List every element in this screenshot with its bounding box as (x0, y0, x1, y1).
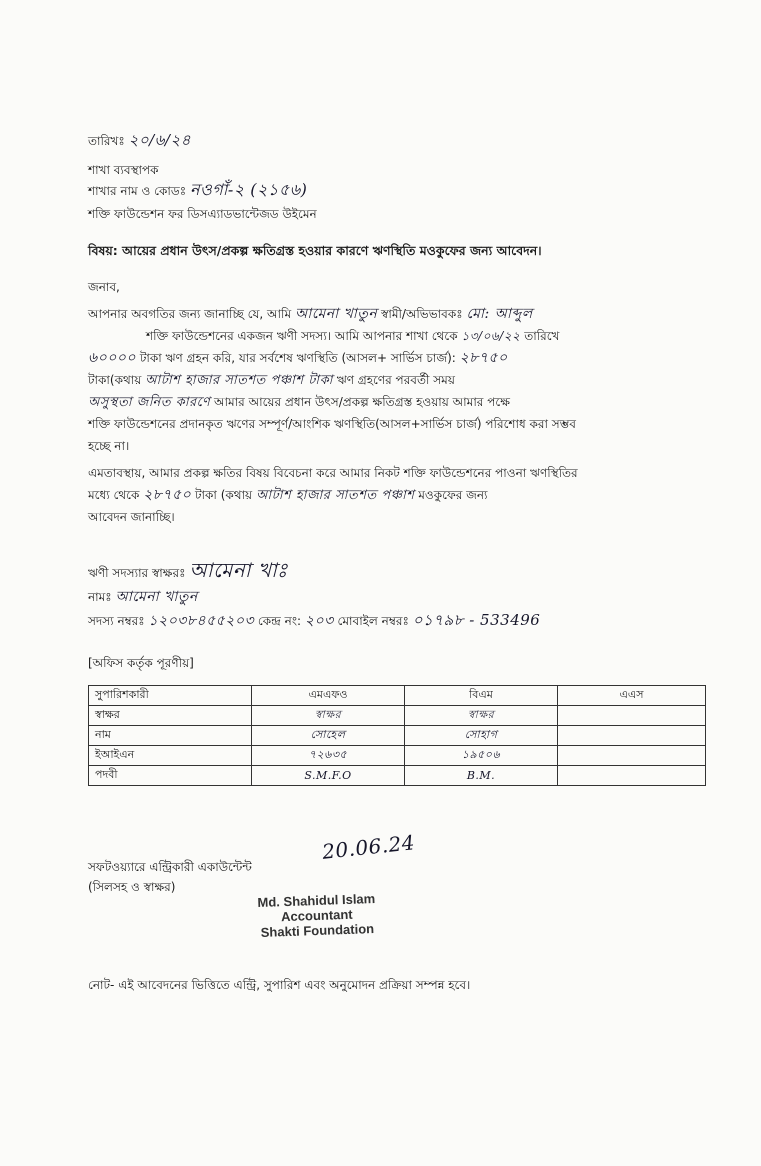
footer-note: নোট- এই আবেদনের ভিত্তিতে এন্ট্রি, সুপারিশ এবং অনুমোদন প্রক্রিয়া সম্পন্ন হবে। (88, 978, 471, 992)
paragraph-1 (88, 303, 703, 457)
member-signature-line (88, 558, 288, 582)
reason-handwritten: অসুস্থতা জনিত কারণে (88, 395, 211, 410)
branch-label: শাখার নাম ও কোডঃ (88, 184, 187, 198)
row-label: স্বাক্ষর (89, 706, 252, 726)
bm-ein: ১৯৫০৬ (405, 746, 558, 766)
table-row (89, 726, 706, 746)
mfo-ein: ৭২৬৩৫ (252, 746, 405, 766)
accountant-signature-date: 20.06.24 (321, 830, 417, 864)
text: মওকুফের জন্য (418, 488, 488, 502)
recipient: শাখা ব্যবস্থাপক (88, 163, 159, 177)
balance-amount: ২৮৭৫০ (459, 350, 508, 366)
office-table (88, 685, 706, 786)
mobile-value: ০১৭৯৮ - 533496 (412, 611, 541, 629)
text: মধ্যে থেকে (88, 488, 140, 502)
text: আমার আয়ের প্রধান উৎস/প্রকল্প ক্ষতিগ্রস্ত হওয়ায় আমার পক্ষে (214, 395, 510, 409)
text: টাকা ঋণ গ্রহন করি, যার সর্বশেষ ঋণস্থিতি (আসল+ সার্ভিস চার্জ): (139, 351, 456, 365)
table-header-cell: সুপারিশকারী (89, 686, 252, 706)
date-value: ২০/৬/২৪ (128, 131, 191, 149)
text: হচ্ছে না। (88, 439, 130, 453)
table-header-cell: এএস (558, 686, 706, 706)
accountant-label: সফটওয়্যারে এন্ট্রিকারী একাউন্টেন্ট (88, 860, 252, 874)
text: শক্তি ফাউন্ডেশনের প্রদানকৃত ঋণের সম্পূর্ণ/আংশিক ঋণস্থিতি(আসল+সার্ভিস চার্জ) পরিশোধ করা সম্ভব (88, 417, 576, 431)
as-cell (558, 766, 706, 786)
member-name-handwritten: আমেনা খাতুন (294, 306, 378, 322)
accountant-sublabel: (সিলসহ ও স্বাক্ষর) (88, 880, 176, 894)
branch-value: নওগাঁ-২ (২১৫৬) (189, 180, 308, 199)
waive-words: আটাশ হাজার সাতশত পঞ্চাশ (255, 488, 415, 503)
row-label: পদবী (89, 766, 252, 786)
as-cell (558, 746, 706, 766)
text: টাকা (কথায় (195, 488, 253, 502)
table-row (89, 706, 706, 726)
table-header-row (89, 686, 706, 706)
text: শক্তি ফাউন্ডেশনের একজন ঋণী সদস্য। আমি আপনার শাখা থেকে (146, 329, 458, 343)
text: তারিখে (524, 329, 560, 343)
as-cell (558, 726, 706, 746)
signature-value: আমেনা খাঃ (189, 558, 288, 582)
signature-label: ঋণী সদস্যার স্বাক্ষরঃ (88, 566, 186, 580)
table-row (89, 746, 706, 766)
guardian-handwritten: মো: আব্দুল (466, 306, 533, 322)
mfo-name: সোহেল (252, 726, 405, 746)
stamp-org: Shakti Foundation (260, 921, 375, 940)
as-cell (558, 706, 706, 726)
bm-designation: B.M. (405, 766, 558, 786)
mfo-designation: S.M.F.O (252, 766, 405, 786)
bm-signature: স্বাক্ষর (405, 706, 558, 726)
text: স্বামী/অভিভাবকঃ (381, 307, 463, 321)
date-label: তারিখঃ (88, 134, 125, 148)
name-value: আমেনা খাতুন (115, 589, 198, 605)
table-row (89, 766, 706, 786)
text: আবেদন জানাচ্ছি। (88, 510, 175, 524)
branch-line (88, 180, 308, 199)
date-line (88, 133, 191, 148)
balance-words: আটাশ হাজার সাতশত পঞ্চাশ টাকা (145, 373, 333, 388)
salutation: জনাব, (88, 280, 120, 294)
loan-date: ১৩/০৬/২২ (461, 329, 521, 343)
waive-amount: ২৮৭৫০ (143, 487, 192, 503)
mobile-label: মোবাইল নম্বরঃ (337, 614, 409, 628)
member-no-value: ১২০৩৮৪৫৫২০৩ (148, 613, 255, 629)
loan-amount: ৬০০০০ (88, 350, 137, 366)
mfo-signature: স্বাক্ষর (252, 706, 405, 726)
center-value: ২০৩ (304, 613, 334, 629)
text: এমতাবস্থায়, আমার প্রকল্প ক্ষতির বিষয় বিবেচনা করে আমার নিকট শক্তি ফাউন্ডেশনের পাওনা ঋণস্থিতির (88, 466, 578, 480)
office-caption: [অফিস কর্তৃক পূরণীয়] (88, 656, 194, 670)
paragraph-2 (88, 462, 703, 528)
row-label: ইআইএন (89, 746, 252, 766)
name-label: নামঃ (88, 590, 112, 604)
subject-line: বিষয়: আয়ের প্রধান উৎস/প্রকল্প ক্ষতিগ্রস্ত হওয়ার কারণে ঋণস্থিতি মওকুফের জন্য আবেদন। (88, 243, 542, 258)
text: টাকা(কথায় (88, 373, 142, 387)
row-label: নাম (89, 726, 252, 746)
table-header-cell: বিএম (405, 686, 558, 706)
text: ঋণ গ্রহণের পরবর্তী সময় (336, 373, 455, 387)
org-line: শক্তি ফাউন্ডেশন ফর ডিসএ্যাডভান্টেজড উইমেন (88, 207, 317, 221)
member-no-label: সদস্য নম্বরঃ (88, 614, 145, 628)
stamp-title: Accountant (280, 906, 353, 925)
center-label: কেন্দ্র নং: (257, 614, 302, 628)
stamp-name: Md. Shahidul Islam (257, 890, 376, 911)
member-info-line (88, 613, 540, 628)
name-line (88, 590, 198, 604)
text: আপনার অবগতির জন্য জানাচ্ছি যে, আমি (88, 307, 292, 321)
accountant-stamp (257, 891, 376, 940)
table-header-cell: এমএফও (252, 686, 405, 706)
bm-name: সোহাগ (405, 726, 558, 746)
